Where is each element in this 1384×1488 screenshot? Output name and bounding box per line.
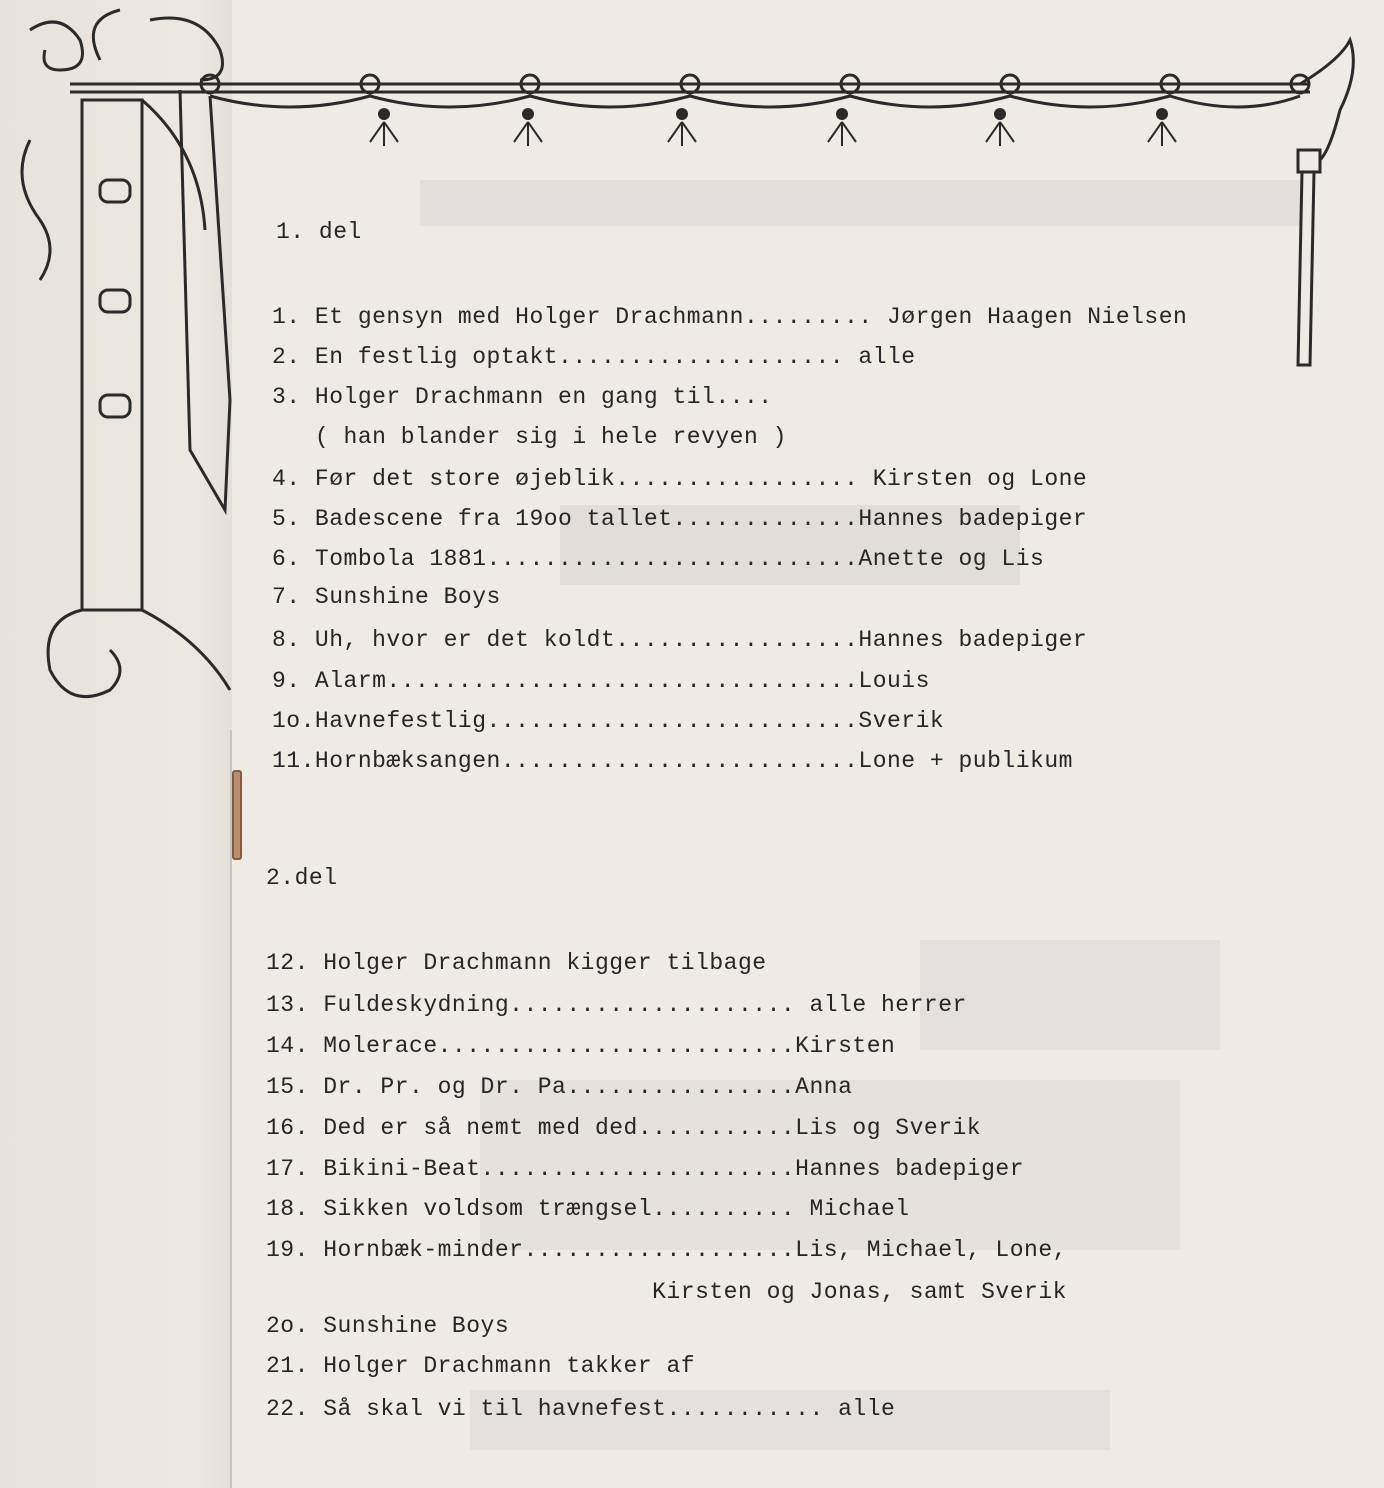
program-item-5: 5. Badescene fra 19oo tallet.............Hannes badepiger: [272, 506, 1088, 532]
program-item-15: 15. Dr. Pr. og Dr. Pa................Anna: [266, 1074, 853, 1100]
program-item-18: 18. Sikken voldsom trængsel.......... Michael: [266, 1196, 910, 1222]
program-item-3: 3. Holger Drachmann en gang til....: [272, 384, 773, 410]
program-item-22: 22. Så skal vi til havnefest........... alle: [266, 1396, 896, 1422]
program-item-8: 8. Uh, hvor er det koldt.................Hannes badepiger: [272, 627, 1088, 653]
program-item-2: 2. En festlig optakt.................... alle: [272, 344, 916, 370]
program-item-13: 13. Fuldeskydning.................... alle herrer: [266, 992, 967, 1018]
program-item-11: 11.Hornbæksangen.........................Lone + publikum: [272, 748, 1073, 774]
program-item-9: 9. Alarm.................................Louis: [272, 668, 930, 694]
part2-heading: 2.del: [266, 865, 338, 891]
program-item-20: 2o. Sunshine Boys: [266, 1313, 510, 1339]
program-item-19: 19. Hornbæk-minder...................Lis, Michael, Lone,: [266, 1237, 1067, 1263]
program-item-12: 12. Holger Drachmann kigger tilbage: [266, 950, 767, 976]
program-item-7: 7. Sunshine Boys: [272, 584, 501, 610]
program-item-4: 4. Før det store øjeblik................. Kirsten og Lone: [272, 466, 1088, 492]
program-item-10: 1o.Havnefestlig..........................Sverik: [272, 708, 945, 734]
program-item-6: 6. Tombola 1881..........................Anette og Lis: [272, 546, 1045, 572]
part1-heading: 1. del: [276, 219, 362, 245]
program-item-19-cont: Kirsten og Jonas, samt Sverik: [266, 1279, 1067, 1305]
program-item-21: 21. Holger Drachmann takker af: [266, 1353, 696, 1379]
staple: [232, 770, 242, 860]
program-item-3-note: ( han blander sig i hele revyen ): [272, 424, 787, 450]
program-item-17: 17. Bikini-Beat......................Hannes badepiger: [266, 1156, 1025, 1182]
program-item-16: 16. Ded er så nemt med ded...........Lis og Sverik: [266, 1115, 982, 1141]
program-item-1: 1. Et gensyn med Holger Drachmann......... Jørgen Haagen Nielsen: [272, 304, 1188, 330]
program-item-14: 14. Molerace.........................Kirsten: [266, 1033, 896, 1059]
